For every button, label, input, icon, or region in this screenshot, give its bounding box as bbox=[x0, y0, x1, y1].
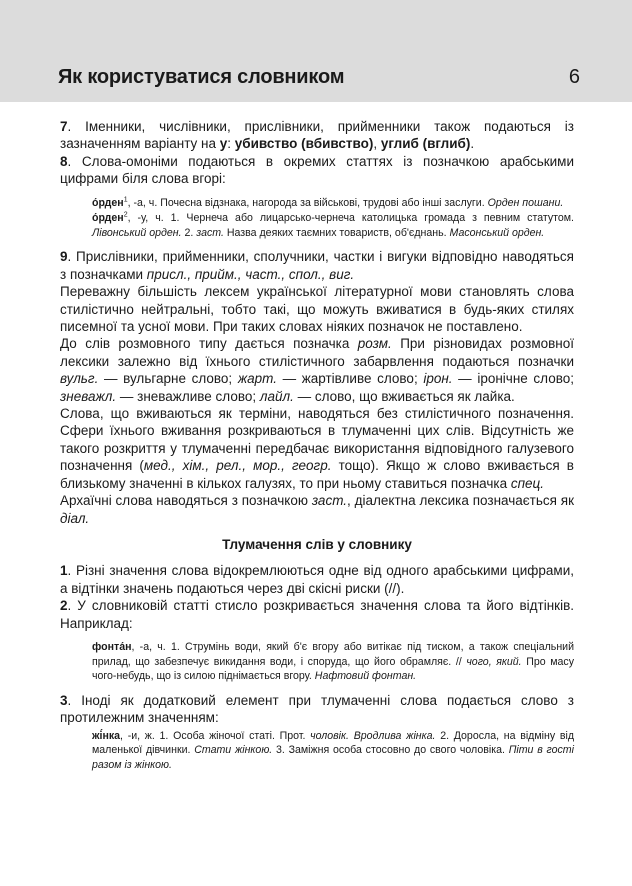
paragraph-terms: Слова, що вживаються як терміни, наводяться без стилістичного позначення. Сфери їхнього вживання розкриваються в тлумаченні цих слів. Відсутність же такого розкриття у тлумаченні передбачає використання відповідного галузевого позначення (мед., хім., рел., мор., геогр. тощо). Якщо ж слово вживається в близькому значенні в кількох галузях, то при ньому ставиться позначка спец. bbox=[60, 406, 574, 491]
section-rule-2: 2. У словниковій статті стисло розкривається значення слова та його відтінків. Наприклад: bbox=[60, 598, 574, 631]
page-header bbox=[0, 0, 632, 102]
entry-zhinka: жі́нка, -и, ж. 1. Особа жіночої статі. Прот. чоловік. Вродлива жінка. 2. Доросла, на відміну від маленької дівчинки. Стати жінкою. 3. Заміжня особа стосовно до свого чоловіка. Піти в гості разом із жінкою. bbox=[92, 729, 575, 771]
page-number: 6 bbox=[568, 66, 580, 88]
entry-orden-2: о́рден$^2$, -у, ч. 1. Чернеча або лицарсько-чернеча католицька громада з певним статутом. Лівонський орден. 2. заст. Назва деяких таємних товариств, об'єднань. Масонський орден. bbox=[92, 211, 574, 239]
page-body bbox=[60, 118, 574, 780]
paragraph-archaic: Архаїчні слова наводяться з позначкою заст., діалектна лексика позначається як діал. bbox=[60, 493, 575, 526]
example-fontan bbox=[92, 640, 574, 684]
page-title: Як користуватися словником bbox=[58, 66, 345, 88]
rule-8: 8. Слова-омоніми подаються в окремих статтях із позначкою арабськими цифрами біля слова вгорі: bbox=[60, 153, 574, 187]
section-heading: Тлумачення слів у словнику bbox=[222, 536, 412, 552]
example-orden bbox=[92, 196, 574, 241]
example-zhinka bbox=[92, 729, 574, 773]
entry-orden-1: о́рден$^1$, -а, ч. Почесна відзнака, нагорода за військові, трудові або інші заслуги. Орден пошани. bbox=[92, 196, 564, 209]
section-rule-1: 1. Різні значення слова відокремлюються одне від одного арабськими цифрами, а відтінки значень подаються через дві скісні риски (//). bbox=[60, 563, 574, 596]
entry-fontan: фонта́н, -а, ч. 1. Струмінь води, який б'є вгору або витікає під тиском, а також спеціальний прилад, що забезпечує викидання води, і споруда, що його обрамляє. // чого, який. Про масу чого-небудь, що із силою піднімається вгору. Нафтовий фонтан. bbox=[92, 640, 574, 683]
paragraph-neutral: Переважну більшість лексем української літературної мови становлять слова стилістично нейтральні, тобто такі, що можуть вживатися в будь-яких стилях писемної та усної мови. При таких словах ніяких позначок не поставлено. bbox=[60, 284, 574, 335]
paragraph-colloquial: До слів розмовного типу дається позначка розм. При різновидах розмовної лексики залежно від їхнього стилістичного забарвлення подаються позначки вульг. — вульгарне слово; жарт. — жартівливе слово; ірон. — іронічне слово; зневажл. — зневажливе слово; лайл. — слово, що вживається як лайка. bbox=[60, 336, 574, 404]
rule-9: 9. Прислівники, прийменники, сполучники, частки і вигуки відповідно наводяться з позначками присл., прийм., част., спол., виг. bbox=[60, 249, 574, 282]
rule-7: 7. Іменники, числівники, прислівники, прийменники також подаються із зазначенням варіанту на у: убивство (вбивство), углиб (вглиб). bbox=[60, 119, 574, 152]
section-rule-3: 3. Іноді як додатковий елемент при тлумаченні слова подається слово з протилежним значенням: bbox=[60, 692, 574, 726]
